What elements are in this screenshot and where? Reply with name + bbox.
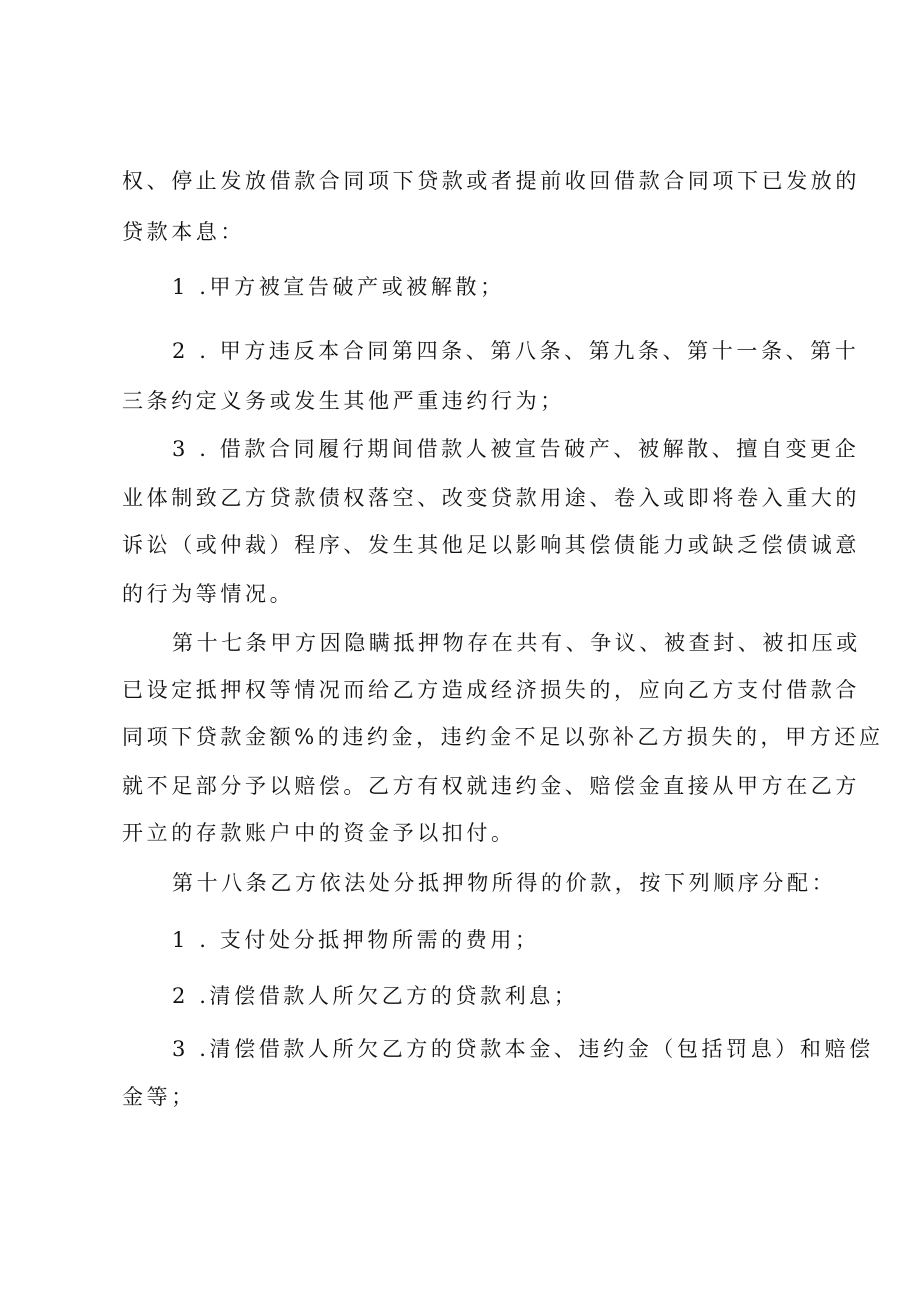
text-line-1: 权、停止发放借款合同项下贷款或者提前收回借款合同项下已发放的 (122, 169, 860, 193)
text-line-17: 2 .清偿借款人所欠乙方的贷款利息； (172, 984, 579, 1008)
text-line-6: 3 . 借款合同履行期间借款人被宣告破产、被解散、擅自变更企 (172, 437, 860, 461)
text-line-13: 就不足部分予以赔偿。乙方有权就违约金、赔偿金直接从甲方在乙方 (122, 774, 860, 798)
text-line-12: 同项下贷款金额%的违约金，违约金不足以弥补乙方损失的，甲方还应 (122, 725, 884, 749)
text-line-19: 金等； (122, 1085, 196, 1109)
text-line-9: 的行为等情况。 (122, 582, 295, 606)
text-line-8: 诉讼（或仲裁）程序、发生其他足以影响其偿债能力或缺乏偿债诚意 (122, 533, 860, 557)
text-line-16: 1 . 支付处分抵押物所需的费用； (172, 928, 540, 952)
text-line-18: 3 .清偿借款人所欠乙方的贷款本金、违约金（包括罚息）和赔偿 (172, 1037, 874, 1061)
text-line-11: 已设定抵押权等情况而给乙方造成经济损失的，应向乙方支付借款合 (122, 678, 860, 702)
text-line-14: 开立的存款账户中的资金予以扣付。 (122, 821, 516, 845)
text-line-4: 2 . 甲方违反本合同第四条、第八条、第九条、第十一条、第十 (172, 339, 860, 363)
text-line-7: 业体制致乙方贷款债权落空、改变贷款用途、卷入或即将卷入重大的 (122, 486, 860, 510)
text-line-2: 贷款本息： (122, 220, 245, 244)
text-line-10: 第十七条甲方因隐瞒抵押物存在共有、争议、被查封、被扣压或 (172, 631, 861, 655)
text-line-5: 三条约定义务或发生其他严重违约行为； (122, 389, 565, 413)
text-line-15: 第十八条乙方依法处分抵押物所得的价款，按下列顺序分配： (172, 871, 837, 895)
text-line-3: 1 .甲方被宣告破产或被解散； (172, 275, 505, 299)
